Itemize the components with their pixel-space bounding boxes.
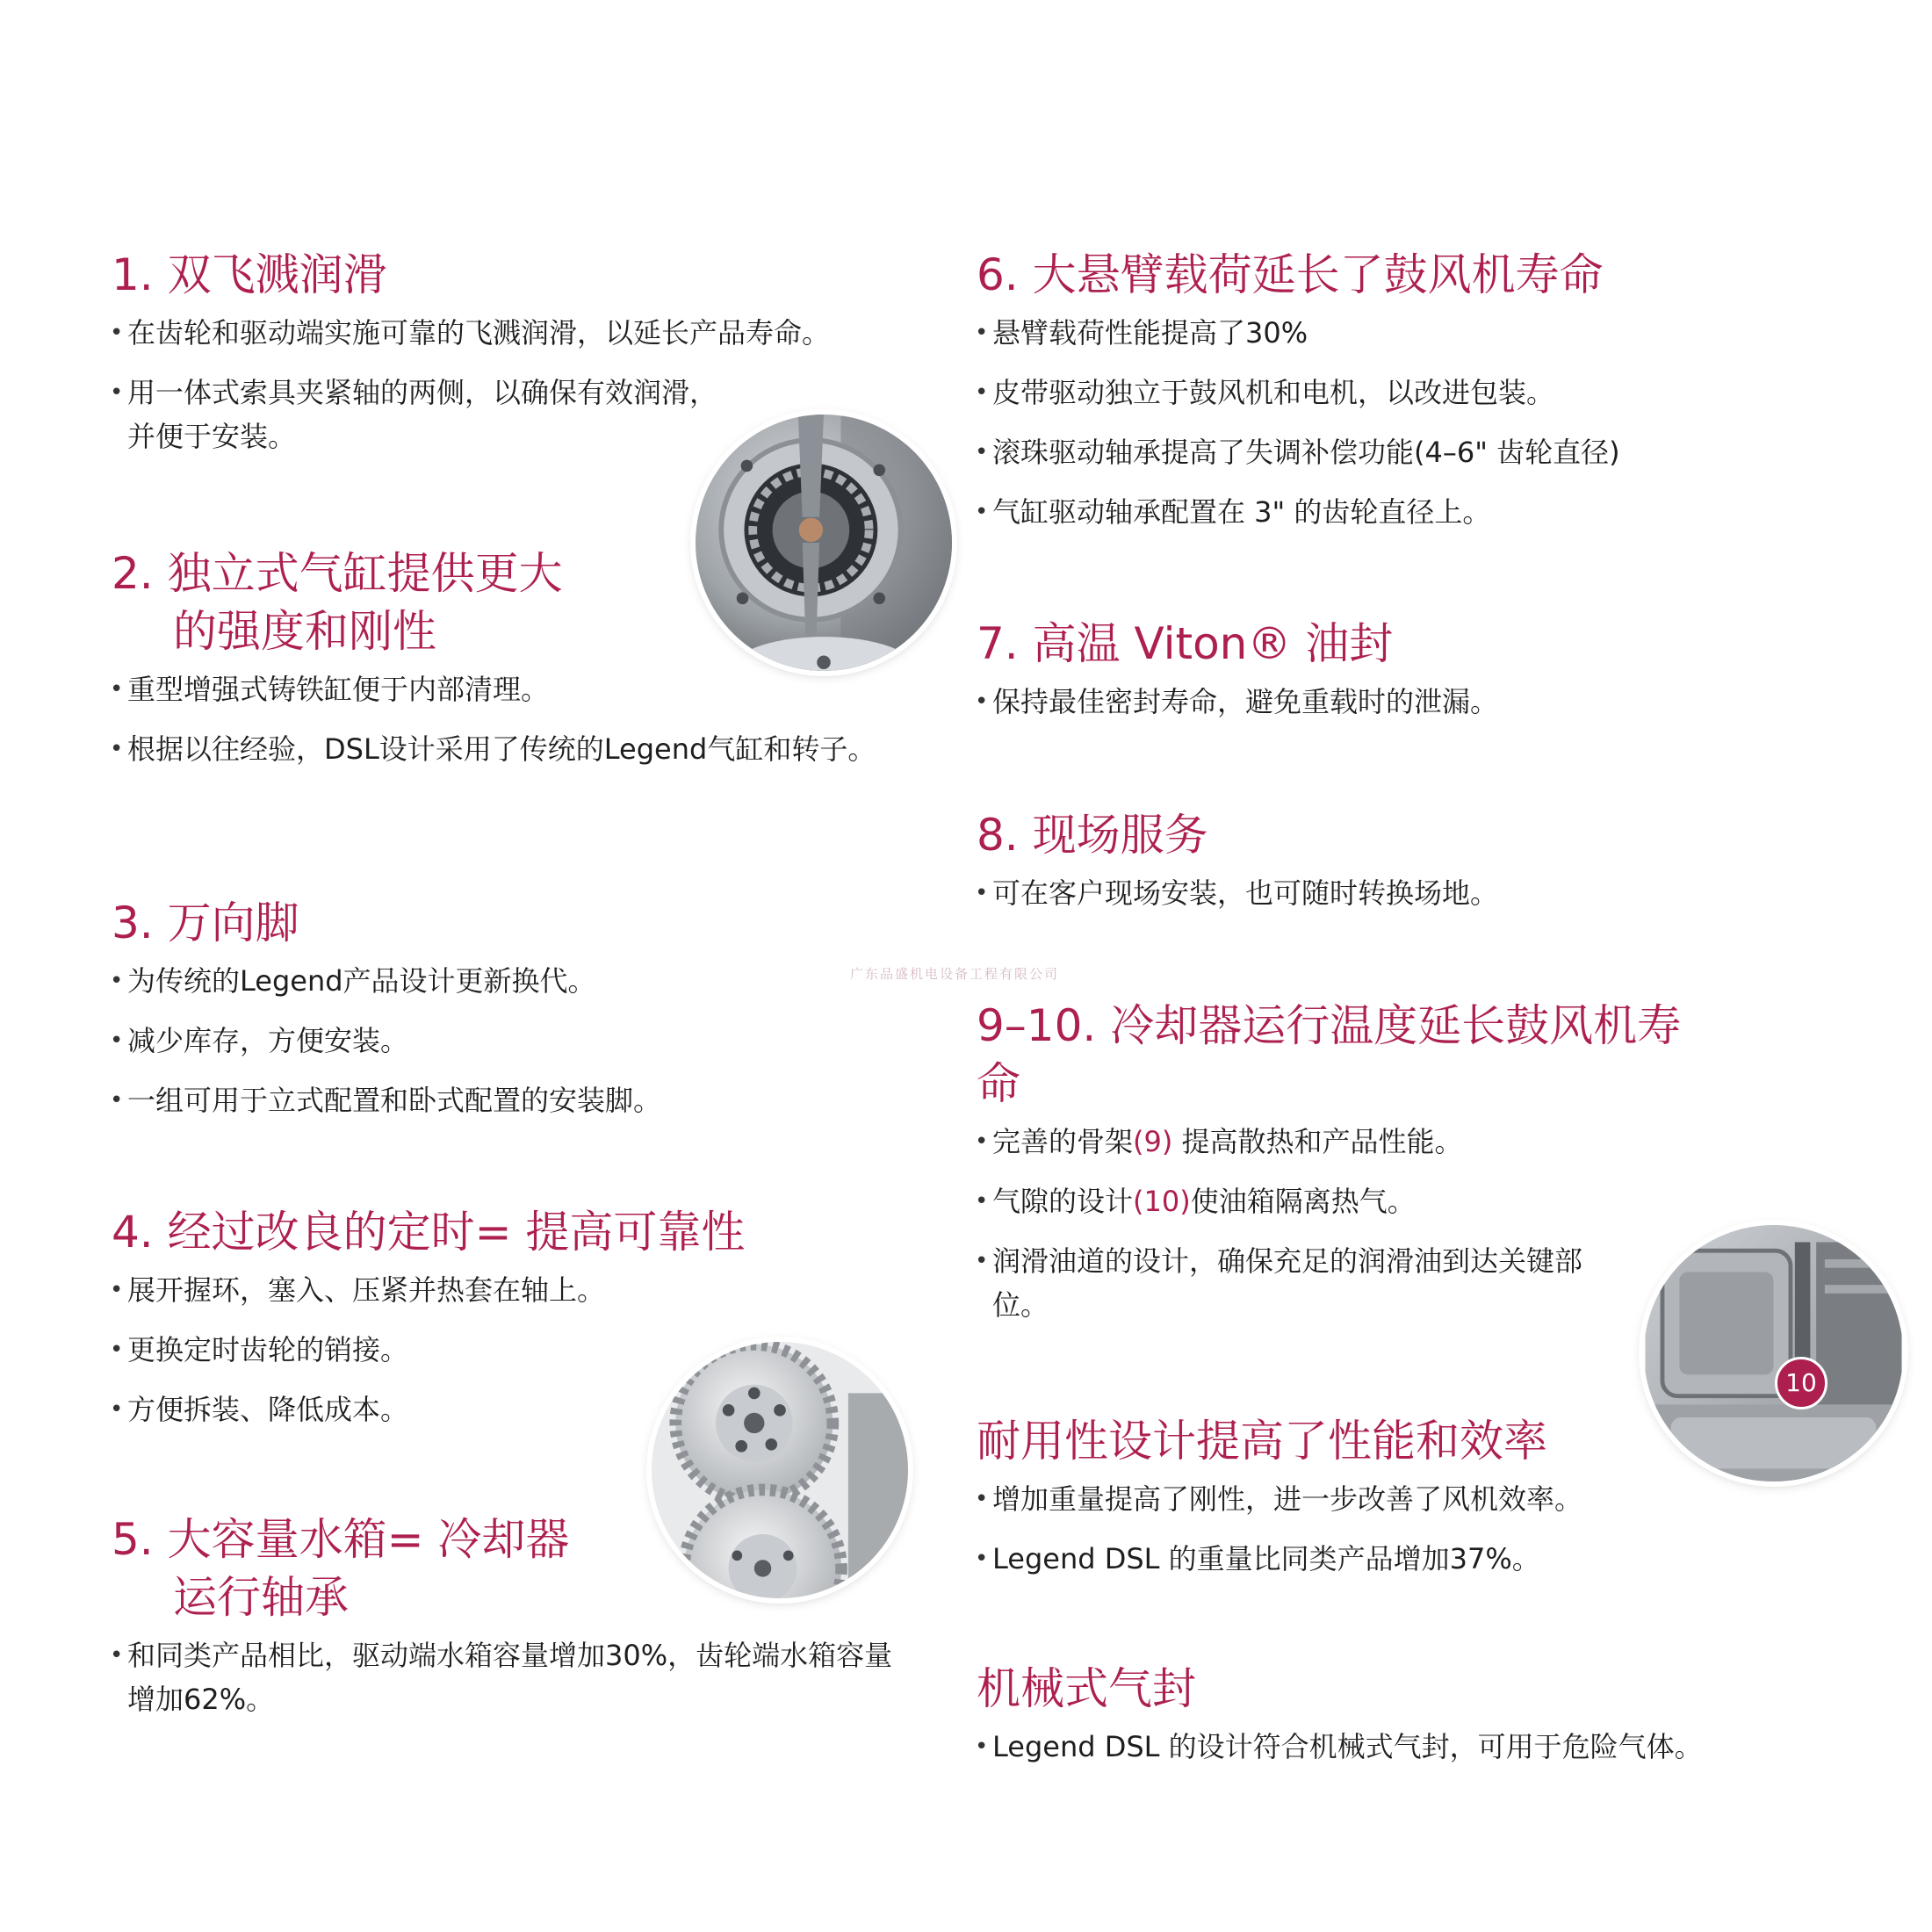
bullet-item: • 一组可用于立式配置和卧式配置的安装脚。 — [112, 1078, 902, 1122]
bullet-item: • 更换定时齿轮的销接。 — [112, 1328, 902, 1372]
heading-line: 命 — [977, 1058, 1020, 1109]
bullet-item: • 皮带驱动独立于鼓风机和电机，以改进包装。 — [977, 371, 1855, 415]
watermark: 广东品盛机电设备工程有限公司 — [850, 966, 1060, 982]
cooler-housing-photo — [1644, 1225, 1903, 1481]
section-7 — [977, 615, 1855, 739]
ref-number: (10) — [1133, 1185, 1191, 1218]
timing-gears-illustration — [652, 1342, 908, 1598]
section-3 — [112, 894, 902, 1138]
bullet-list — [977, 1477, 1855, 1581]
section-heading — [112, 1203, 902, 1261]
bullet-list — [977, 1725, 1855, 1769]
heading-line: 2. 独立式气缸提供更大 — [112, 548, 563, 599]
bullet-list — [112, 1633, 919, 1721]
heading-line: 运行轴承 — [173, 1572, 349, 1623]
bullet-item — [977, 1179, 1855, 1223]
section-heading — [977, 997, 1855, 1113]
section-heading — [977, 1660, 1855, 1718]
bullet-item: • 减少库存，方便安装。 — [112, 1019, 902, 1063]
section-6 — [977, 246, 1855, 550]
bullet-list — [977, 311, 1855, 534]
bullet-text: 提高散热和产品性能。 — [1172, 1125, 1463, 1158]
bullet-item: • 和同类产品相比，驱动端水箱容量增加30%，齿轮端水箱容量增加62%。 — [112, 1633, 918, 1721]
bearing-rotor-illustration — [696, 415, 952, 671]
bullet-item: • Legend DSL 的设计符合机械式气封，可用于危险气体。 — [977, 1725, 1855, 1769]
bullet-item: • 可在客户现场安装，也可随时转换场地。 — [977, 871, 1855, 915]
section-heading — [977, 246, 1855, 304]
bullet-text: 完善的骨架 — [992, 1125, 1134, 1158]
heading-line: 4. 经过改良的定时= 提高可靠性 — [112, 1207, 746, 1258]
heading-line: 6. 大悬臂载荷延长了鼓风机寿命 — [977, 249, 1604, 300]
bullet-list — [977, 680, 1855, 724]
heading-line: 7. 高温 Viton® 油封 — [977, 618, 1394, 669]
bullet-item: • 用一体式索具夹紧轴的两侧，以确保有效润滑，并便于安装。 — [112, 371, 724, 458]
bullet-item — [977, 1120, 1855, 1164]
section-8 — [977, 806, 1855, 931]
bullet-item: • 重型增强式铸铁缸便于内部清理。 — [112, 667, 902, 711]
bullet-item: • 方便拆装、降低成本。 — [112, 1388, 902, 1431]
bullet-item: • 展开握环，塞入、压紧并热套在轴上。 — [112, 1268, 902, 1312]
section-heading — [112, 246, 902, 304]
bearing-rotor-photo — [696, 415, 952, 671]
heading-line: 耐用性设计提高了性能和效率 — [977, 1416, 1547, 1467]
section-heading — [977, 806, 1855, 864]
bullet-item: • 根据以往经验，DSL设计采用了传统的Legend气缸和转子。 — [112, 727, 900, 771]
callout-badge: 10 — [1775, 1357, 1827, 1409]
bullet-item: • 润滑油道的设计，确保充足的润滑油到达关键部位。 — [977, 1239, 1625, 1327]
bullet-list — [112, 959, 902, 1122]
bullet-item: • 为传统的Legend产品设计更新换代。 — [112, 959, 902, 1003]
heading-line: 1. 双飞溅润滑 — [112, 249, 387, 300]
heading-line: 的强度和刚性 — [173, 606, 436, 657]
bullet-item: • Legend DSL 的重量比同类产品增加37%。 — [977, 1537, 1855, 1581]
heading-line: 5. 大容量水箱= 冷却器 — [112, 1514, 570, 1565]
heading-line: 机械式气封 — [977, 1663, 1196, 1714]
section-heading — [977, 615, 1855, 673]
bullet-item: • 在齿轮和驱动端实施可靠的飞溅润滑，以延长产品寿命。 — [112, 311, 902, 355]
section-mechanical-seal — [977, 1660, 1855, 1784]
bullet-item: • 滚珠驱动轴承提高了失调补偿功能(4–6" 齿轮直径) — [977, 430, 1855, 474]
section-heading — [112, 894, 902, 952]
heading-line: 9–10. 冷却器运行温度延长鼓风机寿 — [977, 1000, 1682, 1051]
bullet-list — [977, 871, 1855, 915]
cooler-housing-illustration — [1644, 1225, 1903, 1481]
bullet-item: • 增加重量提高了刚性，进一步改善了风机效率。 — [977, 1477, 1855, 1521]
bullet-list — [112, 667, 902, 771]
bullet-text: 使油箱隔离热气。 — [1190, 1185, 1416, 1218]
bullet-text: 气隙的设计 — [992, 1185, 1134, 1218]
timing-gears-photo — [652, 1342, 908, 1598]
bullet-item: • 悬臂载荷性能提高了30% — [977, 311, 1855, 355]
heading-line: 8. 现场服务 — [977, 810, 1208, 861]
bullet-item: • 气缸驱动轴承配置在 3" 的齿轮直径上。 — [977, 490, 1855, 534]
bullet-item: • 保持最佳密封寿命，避免重载时的泄漏。 — [977, 680, 1855, 724]
heading-line: 3. 万向脚 — [112, 898, 299, 948]
ref-number: (9) — [1133, 1125, 1173, 1158]
